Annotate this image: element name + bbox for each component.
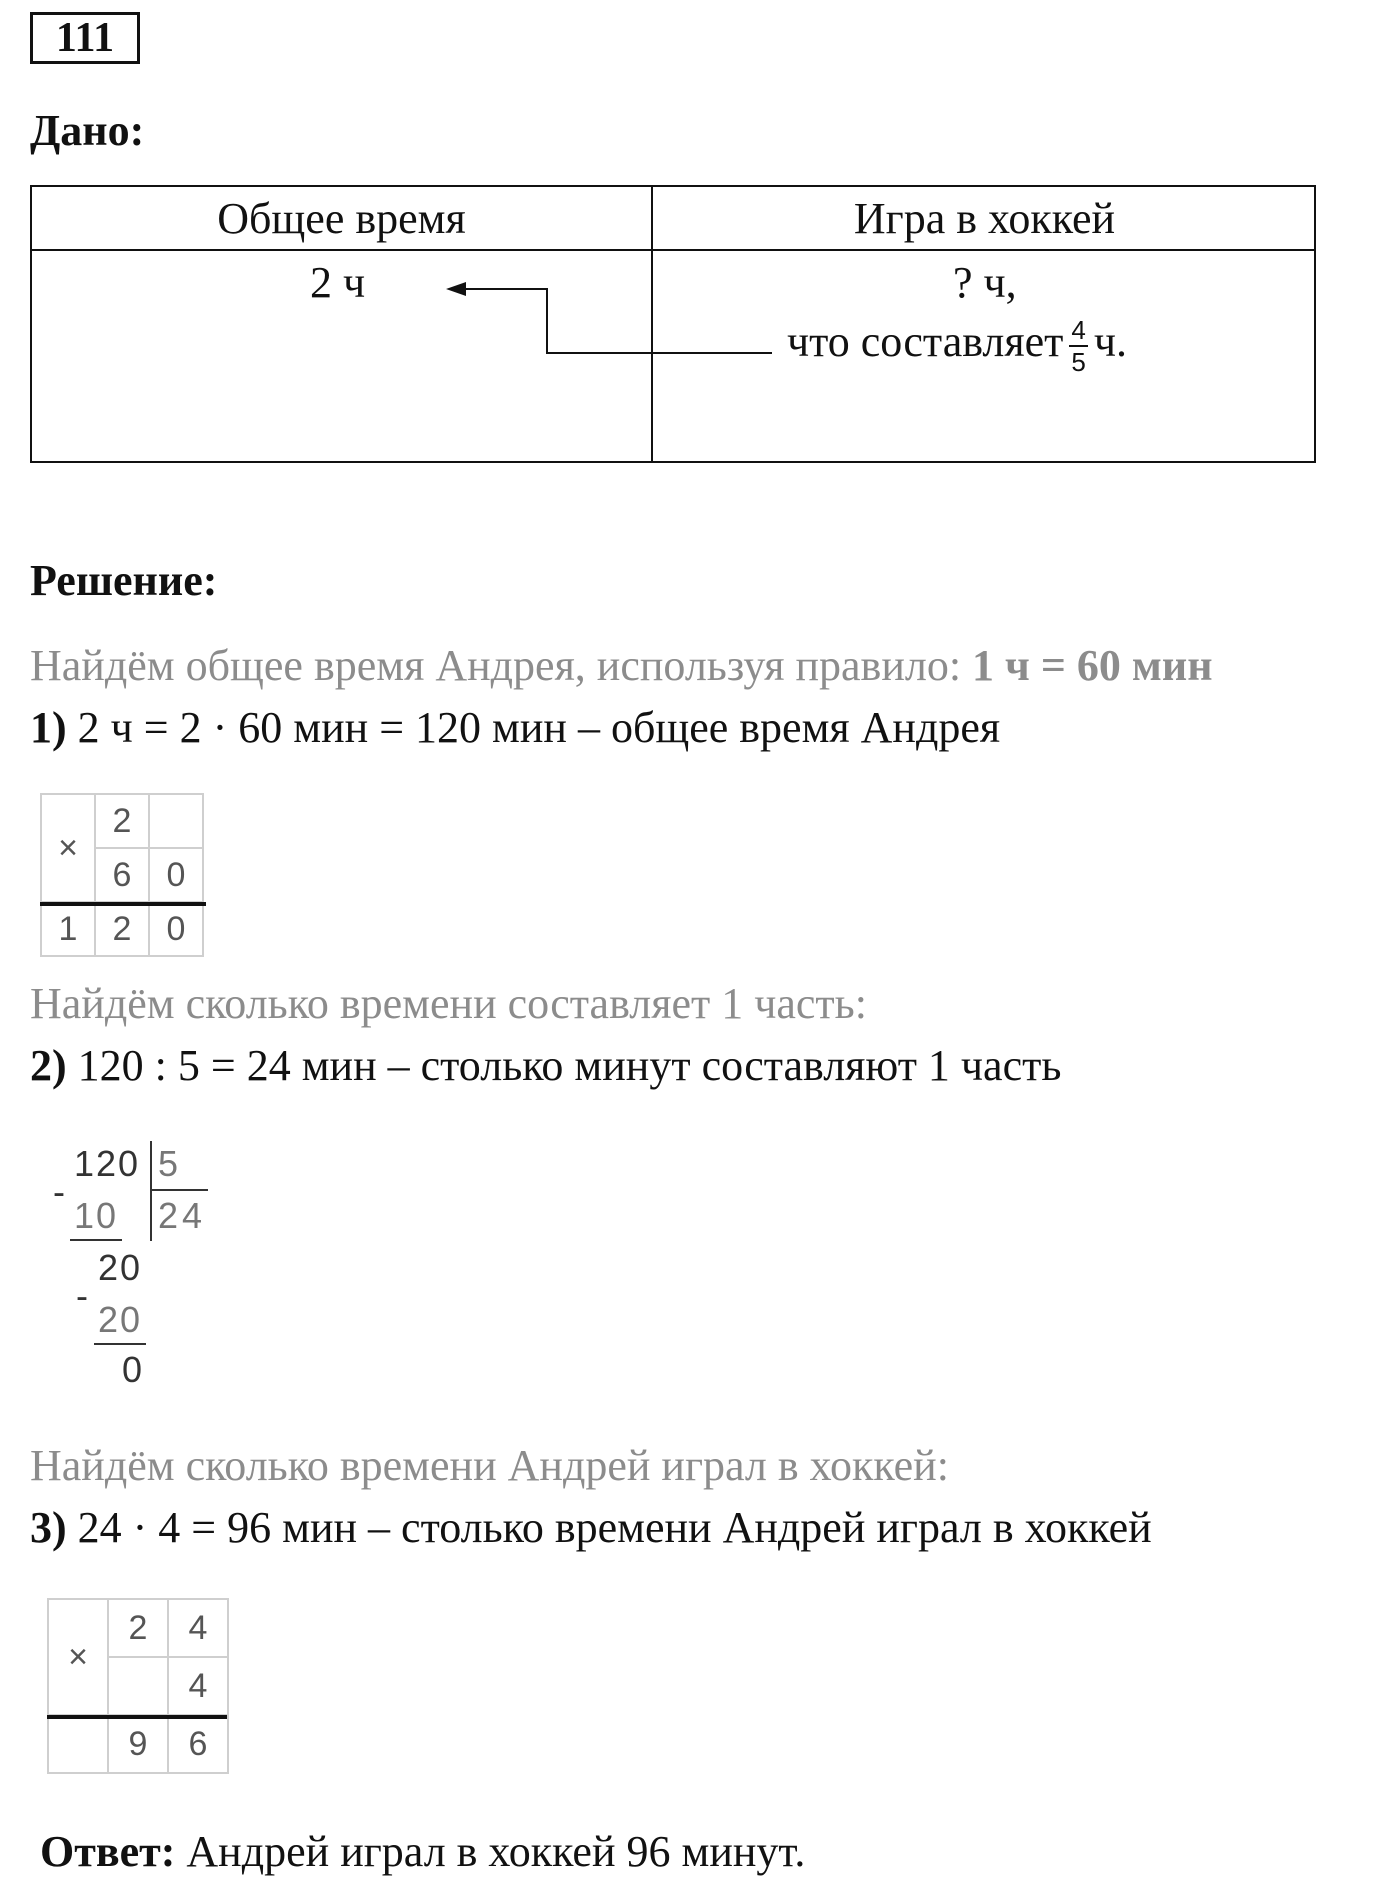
- digit: 2: [95, 794, 149, 848]
- digit: 0: [149, 848, 203, 902]
- step-2: [30, 1040, 1061, 1091]
- arrow-connector: [32, 187, 1314, 461]
- step-3-text: 24 · 4 = 96 мин – столько времени Андрей играл в хоккей: [66, 1503, 1152, 1552]
- header-hockey: Игра в хоккей: [853, 194, 1116, 243]
- problem-number: 111: [30, 12, 140, 64]
- step-1-text: 2 ч = 2 · 60 мин = 120 мин – общее время Андрея: [66, 703, 1001, 752]
- hint-1: Найдём общее время Андрея, используя правило: 1 ч = 60 мин: [30, 641, 1213, 690]
- divisor: 5: [158, 1143, 179, 1184]
- step-2-label: 2): [30, 1041, 67, 1090]
- long-division: [50, 1135, 230, 1395]
- step-3-label: 3): [30, 1503, 67, 1552]
- digit: [108, 1657, 168, 1715]
- multiplication-2: [47, 1598, 229, 1774]
- remainder-final: 0: [122, 1349, 143, 1390]
- quotient: 24: [158, 1195, 207, 1236]
- division-divisor-bar: [150, 1189, 208, 1191]
- division-vertical-bar: [150, 1141, 152, 1241]
- dividend: 120: [74, 1143, 141, 1184]
- digit: 1: [41, 902, 95, 956]
- hint-3: Найдём сколько времени Андрей играл в хоккей:: [30, 1441, 949, 1490]
- digit: 2: [95, 902, 149, 956]
- answer: [40, 1826, 805, 1877]
- total-time-value: 2 ч: [310, 258, 366, 307]
- fraction-suffix: ч.: [1093, 317, 1127, 367]
- step-2-text: 120 : 5 = 24 мин – столько минут составляют 1 часть: [66, 1041, 1062, 1090]
- step-1: [30, 702, 1000, 753]
- step-1-label: 1): [30, 703, 67, 752]
- digit: 9: [108, 1715, 168, 1773]
- minus-sign: -: [53, 1171, 65, 1212]
- given-table: [30, 185, 1316, 463]
- digit: 6: [95, 848, 149, 902]
- answer-label: Ответ:: [40, 1827, 176, 1876]
- digit: [149, 794, 203, 848]
- digit: 2: [108, 1599, 168, 1657]
- given-heading: Дано:: [30, 106, 145, 155]
- multiply-sign: ×: [48, 1599, 108, 1715]
- fraction-numerator: 4: [1071, 315, 1086, 345]
- digit: 6: [168, 1715, 228, 1773]
- multiplication-1: [40, 793, 204, 957]
- hint-2: Найдём сколько времени составляет 1 часть:: [30, 979, 867, 1028]
- multiply-sign: ×: [41, 794, 95, 902]
- multiplication-2-bar: [47, 1715, 227, 1719]
- solution-heading: Решение:: [30, 556, 218, 605]
- fraction-prefix: что составляет: [787, 317, 1064, 367]
- header-total-time: Общее время: [217, 194, 466, 243]
- subtrahend-1: 10: [74, 1195, 119, 1236]
- subtrahend-2: 20: [98, 1299, 143, 1340]
- digit: [48, 1715, 108, 1773]
- fraction-denominator: 5: [1071, 347, 1086, 377]
- step-3: [30, 1502, 1152, 1553]
- division-line-1: [70, 1239, 122, 1241]
- digit: 4: [168, 1599, 228, 1657]
- answer-text: Андрей играл в хоккей 96 минут.: [175, 1827, 806, 1876]
- division-line-2: [94, 1343, 146, 1345]
- remainder-1: 20: [98, 1247, 143, 1288]
- minus-sign: -: [76, 1275, 88, 1316]
- digit: 4: [168, 1657, 228, 1715]
- digit: 0: [149, 902, 203, 956]
- multiplication-1-bar: [40, 902, 206, 906]
- hockey-unknown: ? ч,: [953, 258, 1017, 307]
- conversion-rule: 1 ч = 60 мин: [972, 641, 1213, 690]
